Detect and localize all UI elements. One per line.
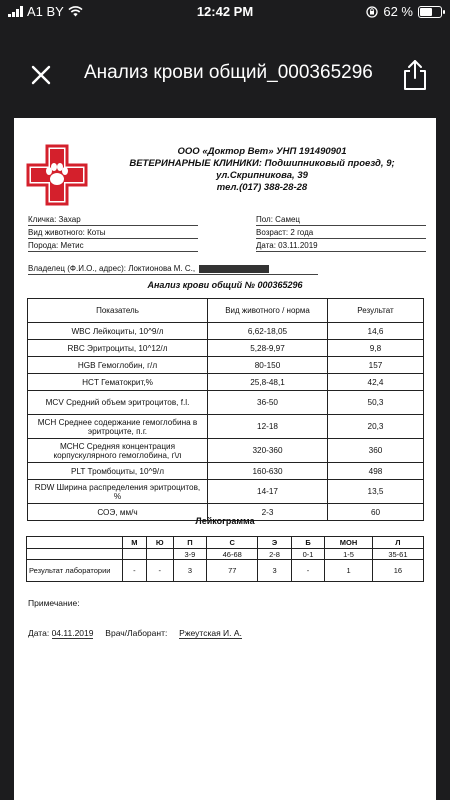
species-value: Коты [87, 228, 106, 237]
indicator-name: WBC Лейкоциты, 10^9/л [28, 323, 208, 340]
age-value: 2 года [290, 228, 314, 237]
indicator-name: MCHC Средняя концентрация корпускулярного гемоглобина, г\л [28, 439, 208, 463]
table-row [28, 439, 424, 463]
breed-label: Порода: [28, 241, 59, 250]
column-header-norm: Вид животного / норма [208, 299, 328, 323]
table-row [28, 391, 424, 415]
leukogram-norm-label-cell [27, 549, 123, 560]
breed-field [28, 241, 84, 250]
leukogram-result: - [146, 560, 173, 582]
date-value: 03.11.2019 [278, 241, 318, 250]
clinic-line-3: ул.Скрипникова, 39 [216, 170, 308, 181]
battery-fill [420, 8, 432, 16]
table-row [28, 340, 424, 357]
table-row [28, 323, 424, 340]
leukogram-norm-row [27, 549, 424, 560]
share-icon[interactable] [400, 58, 430, 92]
table-header-row [28, 299, 424, 323]
divider [256, 251, 426, 252]
indicator-result: 60 [328, 504, 424, 521]
indicator-norm: 80-150 [208, 357, 328, 374]
leukogram-norm [123, 549, 147, 560]
indicator-name: MCV Средний объем эритроцитов, f.l. [28, 391, 208, 415]
leukogram-result: 16 [372, 560, 423, 582]
sex-label: Пол: [256, 215, 273, 224]
indicator-norm: 25,8-48,1 [208, 374, 328, 391]
divider [28, 225, 198, 226]
indicator-result: 42,4 [328, 374, 424, 391]
species-label: Вид животного: [28, 228, 85, 237]
indicator-name: HGB Гемоглобин, г/л [28, 357, 208, 374]
leukogram-table [26, 536, 424, 582]
column-header-result: Результат [328, 299, 424, 323]
clinic-line-2: ВЕТЕРИНАРНЫЕ КЛИНИКИ: Подшипниковый проезд, 9; [129, 158, 395, 169]
species-field [28, 228, 106, 237]
indicator-norm: 320-360 [208, 439, 328, 463]
leukogram-title: Лейкограмма [195, 516, 255, 526]
footer-date-label: Дата: [28, 628, 50, 638]
leukogram-result: - [123, 560, 147, 582]
owner-label: Владелец (Ф.И.О., адрес): [28, 264, 126, 273]
table-row [28, 480, 424, 504]
indicator-norm: 160-630 [208, 463, 328, 480]
footer-date-value: 04.11.2019 [51, 628, 94, 638]
leukogram-norm: 2-8 [258, 549, 291, 560]
divider [28, 251, 198, 252]
indicator-name: RDW Ширина распределения эритроцитов, % [28, 480, 208, 504]
clinic-header [92, 146, 432, 194]
indicator-norm: 6,62-18,05 [208, 323, 328, 340]
column-header-indicator: Показатель [28, 299, 208, 323]
indicator-name: MCH Среднее содержание гемоглобина в эритроците, п.г. [28, 415, 208, 439]
breed-value: Метис [60, 241, 84, 250]
analysis-title: Анализ крови общий № 000365296 [147, 280, 303, 290]
leukogram-result: 3 [258, 560, 291, 582]
owner-value: Локтионова М. С., [128, 264, 196, 273]
table-row [28, 415, 424, 439]
status-right [366, 4, 442, 19]
leukogram-header: С [207, 537, 258, 549]
note-label: Примечание: [28, 598, 80, 608]
divider [28, 274, 318, 275]
indicator-name: RBC Эритроциты, 10^12/л [28, 340, 208, 357]
leukogram-result: 77 [207, 560, 258, 582]
leukogram-norm [146, 549, 173, 560]
indicator-norm: 36-50 [208, 391, 328, 415]
indicator-norm: 12-18 [208, 415, 328, 439]
age-field [256, 228, 313, 237]
status-bar [0, 0, 450, 26]
table-row [28, 357, 424, 374]
indicator-norm: 2-3 [208, 504, 328, 521]
battery-icon [418, 6, 442, 18]
divider [256, 225, 426, 226]
age-label: Возраст: [256, 228, 289, 237]
status-time: 12:42 PM [196, 4, 254, 19]
pet-name-field [28, 215, 81, 224]
document-page[interactable] [14, 118, 436, 800]
date-field [256, 241, 318, 250]
blood-test-table [27, 298, 424, 521]
doctor-label: Врач/Лаборант: [105, 628, 168, 638]
sex-field [256, 215, 300, 224]
carrier-label: A1 BY [27, 4, 64, 19]
battery-percent: 62 % [383, 4, 413, 19]
divider [28, 238, 198, 239]
rotation-lock-icon [366, 6, 378, 18]
indicator-result: 20,3 [328, 415, 424, 439]
sex-value: Самец [275, 215, 301, 224]
document-title: Анализ крови общий_000365296 [84, 62, 373, 83]
leukogram-header: Л [372, 537, 423, 549]
leukogram-corner-cell [27, 537, 123, 549]
signature-footer [28, 628, 242, 639]
indicator-result: 157 [328, 357, 424, 374]
leukogram-header: Б [291, 537, 324, 549]
table-row [28, 374, 424, 391]
pet-name-label: Кличка: [28, 215, 57, 224]
indicator-name: HCT Гематокрит,% [28, 374, 208, 391]
leukogram-result-label: Результат лаборатории [27, 560, 123, 582]
leukogram-norm: 1-5 [325, 549, 373, 560]
indicator-name: PLT Тромбоциты, 10^9/л [28, 463, 208, 480]
leukogram-norm: 3-9 [173, 549, 206, 560]
table-row [28, 463, 424, 480]
leukogram-header-row [27, 537, 424, 549]
owner-field [28, 264, 269, 273]
clinic-line-1: ООО «Доктор Вет» УНП 191490901 [177, 146, 347, 157]
clinic-line-4: тел.(017) 388-28-28 [216, 182, 308, 193]
indicator-norm: 5,28-9,97 [208, 340, 328, 357]
close-icon[interactable] [26, 60, 56, 90]
indicator-result: 50,3 [328, 391, 424, 415]
leukogram-header: П [173, 537, 206, 549]
leukogram-result: 1 [325, 560, 373, 582]
indicator-result: 360 [328, 439, 424, 463]
leukogram-norm: 46-68 [207, 549, 258, 560]
redacted-address [199, 265, 269, 273]
date-label: Дата: [256, 241, 276, 250]
leukogram-result: - [291, 560, 324, 582]
indicator-norm: 14-17 [208, 480, 328, 504]
indicator-result: 498 [328, 463, 424, 480]
indicator-result: 9,8 [328, 340, 424, 357]
indicator-result: 14,6 [328, 323, 424, 340]
pet-name-value: Захар [58, 215, 81, 224]
leukogram-header: М [123, 537, 147, 549]
vet-cross-paw-logo-icon [26, 144, 88, 206]
leukogram-result: 3 [173, 560, 206, 582]
divider [256, 238, 426, 239]
indicator-name: СОЭ, мм/ч [28, 504, 208, 521]
leukogram-header: МОН [325, 537, 373, 549]
leukogram-norm: 35-61 [372, 549, 423, 560]
leukogram-norm: 0-1 [291, 549, 324, 560]
doctor-name: Ржеутская И. А. [179, 628, 242, 638]
leukogram-header: Э [258, 537, 291, 549]
indicator-result: 13,5 [328, 480, 424, 504]
navigation-bar [0, 38, 450, 114]
leukogram-header: Ю [146, 537, 173, 549]
leukogram-result-row [27, 560, 424, 582]
